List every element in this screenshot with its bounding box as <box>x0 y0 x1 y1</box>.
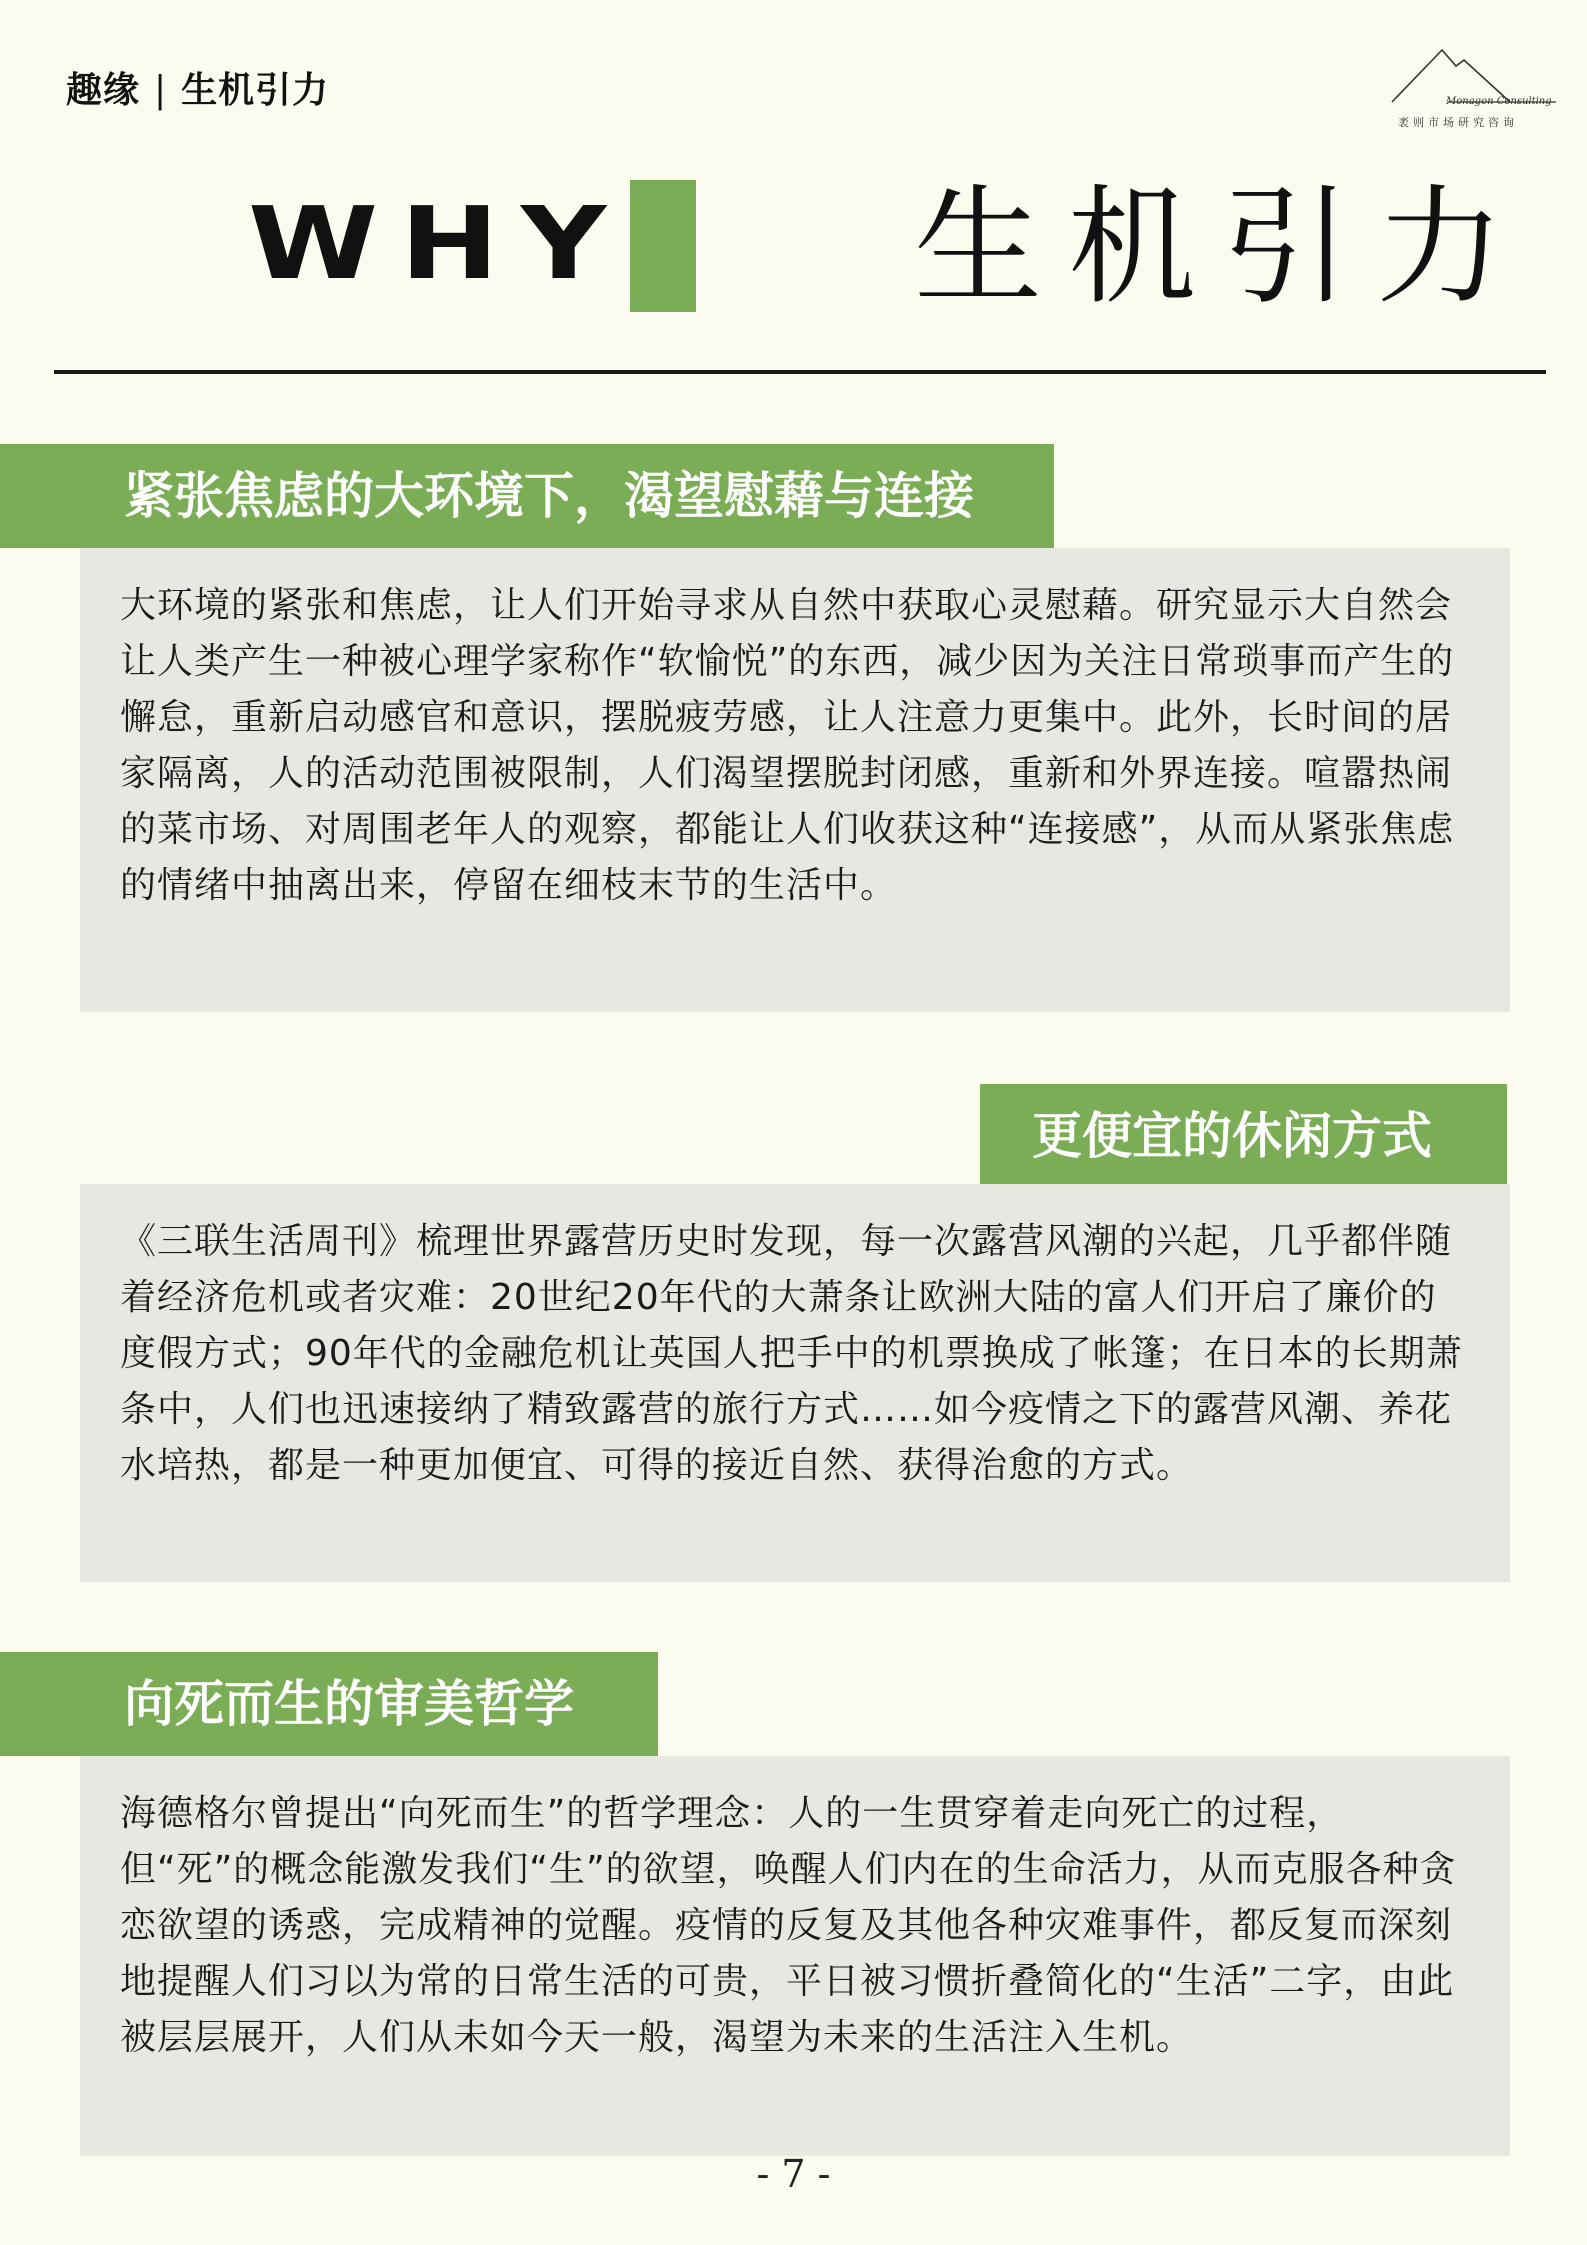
breadcrumb-brand: 趣缘 <box>66 69 141 111</box>
accent-bar <box>630 180 696 312</box>
company-logo <box>1390 44 1560 130</box>
why-heading: WHY <box>248 184 629 302</box>
section-body-1: 大环境的紧张和焦虑，让人们开始寻求从自然中获取心灵慰藉。研究显示大自然会让人类产生一种被心理学家称作“软愉悦”的东西，减少因为关注日常琐事而产生的懈怠，重新启动感官和意识，摆脱疲劳感，让人注意力更集中。此外，长时间的居家隔离，人的活动范围被限制，人们渴望摆脱封闭感，重新和外界连接。喧嚣热闹的菜市场、对周围老年人的观察，都能让人们收获这种“连接感”，从而从紧张焦虑的情绪中抽离出来，停留在细枝末节的生活中。 <box>80 548 1510 1012</box>
section-heading-2: 更便宜的休闲方式 <box>980 1084 1507 1188</box>
title-divider <box>54 370 1546 374</box>
logo-script-text: Monagon Consulting <box>1446 96 1552 107</box>
breadcrumb-separator: | <box>154 70 168 111</box>
breadcrumb <box>66 62 329 113</box>
page-title: 生机引力 <box>914 173 1531 322</box>
breadcrumb-topic: 生机引力 <box>181 69 330 111</box>
section-heading-1: 紧张焦虑的大环境下，渴望慰藉与连接 <box>0 444 1054 548</box>
section-body-2: 《三联生活周刊》梳理世界露营历史时发现，每一次露营风潮的兴起，几乎都伴随着经济危机或者灾难：20世纪20年代的大萧条让欧洲大陆的富人们开启了廉价的度假方式；90年代的金融危机让英国人把手中的机票换成了帐篷；在日本的长期萧条中，人们也迅速接纳了精致露营的旅行方式……如今疫情之下的露营风潮、养花水培热，都是一种更加便宜、可得的接近自然、获得治愈的方式。 <box>80 1184 1510 1582</box>
logo-chinese-text: 袤则市场研究咨询 <box>1398 116 1518 129</box>
page-number: - 7 - <box>756 2152 831 2196</box>
section-heading-3: 向死而生的审美哲学 <box>0 1652 658 1756</box>
section-body-3: 海德格尔曾提出“向死而生”的哲学理念：人的一生贯穿着走向死亡的过程，但“死”的概念能激发我们“生”的欲望，唤醒人们内在的生命活力，从而克服各种贪恋欲望的诱惑，完成精神的觉醒。疫情的反复及其他各种灾难事件，都反复而深刻地提醒人们习以为常的日常生活的可贵，平日被习惯折叠简化的“生活”二字，由此被层层展开，人们从未如今天一般，渴望为未来的生活注入生机。 <box>80 1756 1510 2156</box>
mountain-icon <box>1390 44 1560 104</box>
